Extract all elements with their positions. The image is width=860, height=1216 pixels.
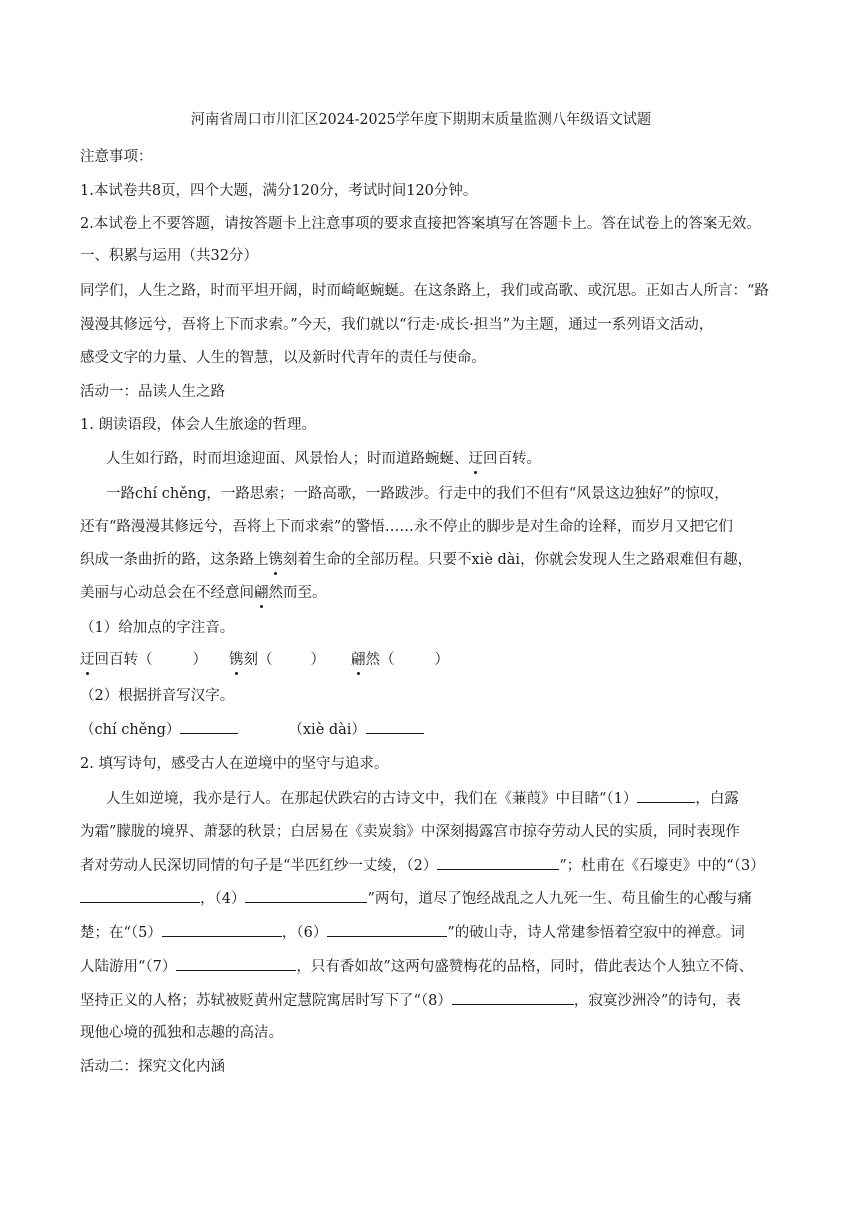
page-title: 河南省周口市川汇区2024-2025学年度下期期末质量监测八年级语文试题	[190, 112, 652, 128]
activity-heading: 活动一：品读人生之路	[80, 384, 225, 400]
intro-line: 感受文字的力量、人生的智慧，以及新时代青年的责任与使命。	[80, 350, 486, 366]
answer-blank[interactable]	[437, 855, 559, 870]
notice-item-2: 2.本试卷上不要答题，请按答题卡上注意事项的要求直接把答案填写在答题卡上。答在试卷上的答案无效。	[80, 216, 761, 232]
question-stem: 2. 填写诗句，感受古人在逆境中的坚守与追求。	[80, 756, 389, 772]
passage-line	[80, 550, 752, 570]
notice-heading: 注意事项：	[80, 149, 153, 165]
fill-text: 坚持正义的人格；苏轼被贬黄州定慧院寓居时写下了“（8）	[80, 993, 452, 1009]
fill-text: ”两句，道尽了饱经战乱之人九死一生、苟且偷生的心酸与痛	[367, 891, 752, 907]
passage-text: 然而至。	[268, 585, 327, 601]
fill-line	[106, 788, 739, 809]
fill-text: ，（4）	[200, 891, 246, 907]
passage-text: 刻着生命的全部历程。只要不xiè dài，你就会发现人生之路艰难但有趣，	[283, 552, 753, 568]
word-label: 然（	[365, 652, 395, 668]
dotted-char: 迂	[468, 451, 483, 467]
passage-line	[106, 449, 541, 469]
sub-question: （2）根据拼音写汉字。	[80, 688, 235, 704]
dotted-char: 迂	[80, 652, 95, 668]
passage-line: 一路chí chěng，一路思索；一路高歌，一路跋涉。行走中的我们不但有“风景这边独好”的惊叹，	[106, 486, 729, 502]
fill-line	[80, 855, 765, 876]
answer-blank[interactable]	[80, 888, 200, 903]
fill-text: ”；杜甫在《石壕吏》中的“（3）	[559, 858, 765, 874]
question-stem: 1. 朗读语段，体会人生旅途的哲理。	[80, 417, 316, 433]
hanzi-answer-row	[80, 719, 424, 740]
answer-blank[interactable]	[176, 956, 296, 971]
sub-question: （1）给加点的字注音。	[80, 620, 235, 636]
fill-text: 楚；在“（5）	[80, 925, 162, 941]
fill-line: 为霜”朦胧的境界、萧瑟的秋景；白居易在《卖炭翁》中深刻揭露宫市掠夺劳动人民的实质，同时表现作	[80, 824, 740, 840]
intro-line: 同学们，人生之路，时而平坦开阔，时而崎岖蜿蜒。在这条路上，我们或高歌、或沉思。正如古人所言：“路	[80, 283, 769, 299]
pinyin-label: （chí chěng）	[80, 722, 181, 738]
pinyin-answer-row	[80, 650, 449, 670]
intro-line: 漫漫其修远兮，吾将上下而求索。”今天，我们就以“行走·成长·担当”为主题，通过一系列语文活动，	[80, 317, 714, 333]
paren-close: ）	[434, 652, 449, 668]
fill-text: ，只有香如故”这两句盛赞梅花的品格，同时，借此表达个人独立不倚、	[296, 959, 754, 975]
fill-text: 人陆游用“（7）	[80, 959, 177, 975]
passage-line	[80, 583, 327, 603]
fill-line	[80, 888, 752, 909]
fill-text: 人生如逆境，我亦是行人。在那起伏跌宕的古诗文中，我们在《蒹葭》中目睹“（1）	[106, 791, 638, 807]
passage-line: 还有“路漫漫其修远兮，吾将上下而求索”的警悟……永不停止的脚步是对生命的诠释，而岁月又把它们	[80, 519, 733, 535]
notice-item-1: 1.本试卷共8页，四个大题，满分120分，考试时间120分钟。	[80, 183, 478, 199]
passage-text: 回百转。	[483, 451, 541, 467]
dotted-char: 翩	[254, 585, 269, 601]
passage-text: 织成一条曲折的路，这条路上	[80, 552, 269, 568]
fill-text: 者对劳动人民深切同情的句子是“半匹红纱一丈绫，（2）	[80, 858, 438, 874]
fill-text: ，白露	[695, 791, 739, 807]
fill-line	[80, 956, 753, 977]
fill-line	[80, 990, 741, 1011]
fill-text: ，寂寞沙洲冷”的诗句，表	[573, 993, 741, 1009]
fill-line: 现他心境的孤独和志趣的高洁。	[80, 1025, 283, 1041]
activity-heading: 活动二：探究文化内涵	[80, 1059, 225, 1075]
paren-close: ）	[310, 652, 325, 668]
answer-blank[interactable]	[162, 922, 282, 937]
dotted-char: 翩	[351, 652, 366, 668]
answer-blank[interactable]	[327, 922, 447, 937]
pinyin-label: （xiè dài）	[288, 722, 366, 738]
answer-blank[interactable]	[245, 888, 367, 903]
dotted-char: 镌	[229, 652, 244, 668]
fill-text: ”的破山寺，诗人常建参悟着空寂中的禅意。词	[447, 925, 745, 941]
answer-blank[interactable]	[637, 788, 695, 803]
passage-text: 人生如行路，时而坦途迎面、风景怡人；时而道路蜿蜒、	[106, 451, 469, 467]
paren-close: ）	[192, 652, 207, 668]
fill-text: ，（6）	[281, 925, 328, 941]
answer-blank[interactable]	[452, 990, 574, 1005]
word-label: 回百转（	[94, 652, 153, 668]
dotted-char: 镌	[268, 552, 283, 568]
word-label: 刻（	[243, 652, 273, 668]
fill-line	[80, 922, 745, 943]
section-heading: 一、积累与运用（共32分）	[80, 248, 258, 264]
passage-text: 美丽与心动总会在不经意间	[80, 585, 254, 601]
answer-blank[interactable]	[180, 719, 238, 734]
answer-blank[interactable]	[366, 719, 424, 734]
